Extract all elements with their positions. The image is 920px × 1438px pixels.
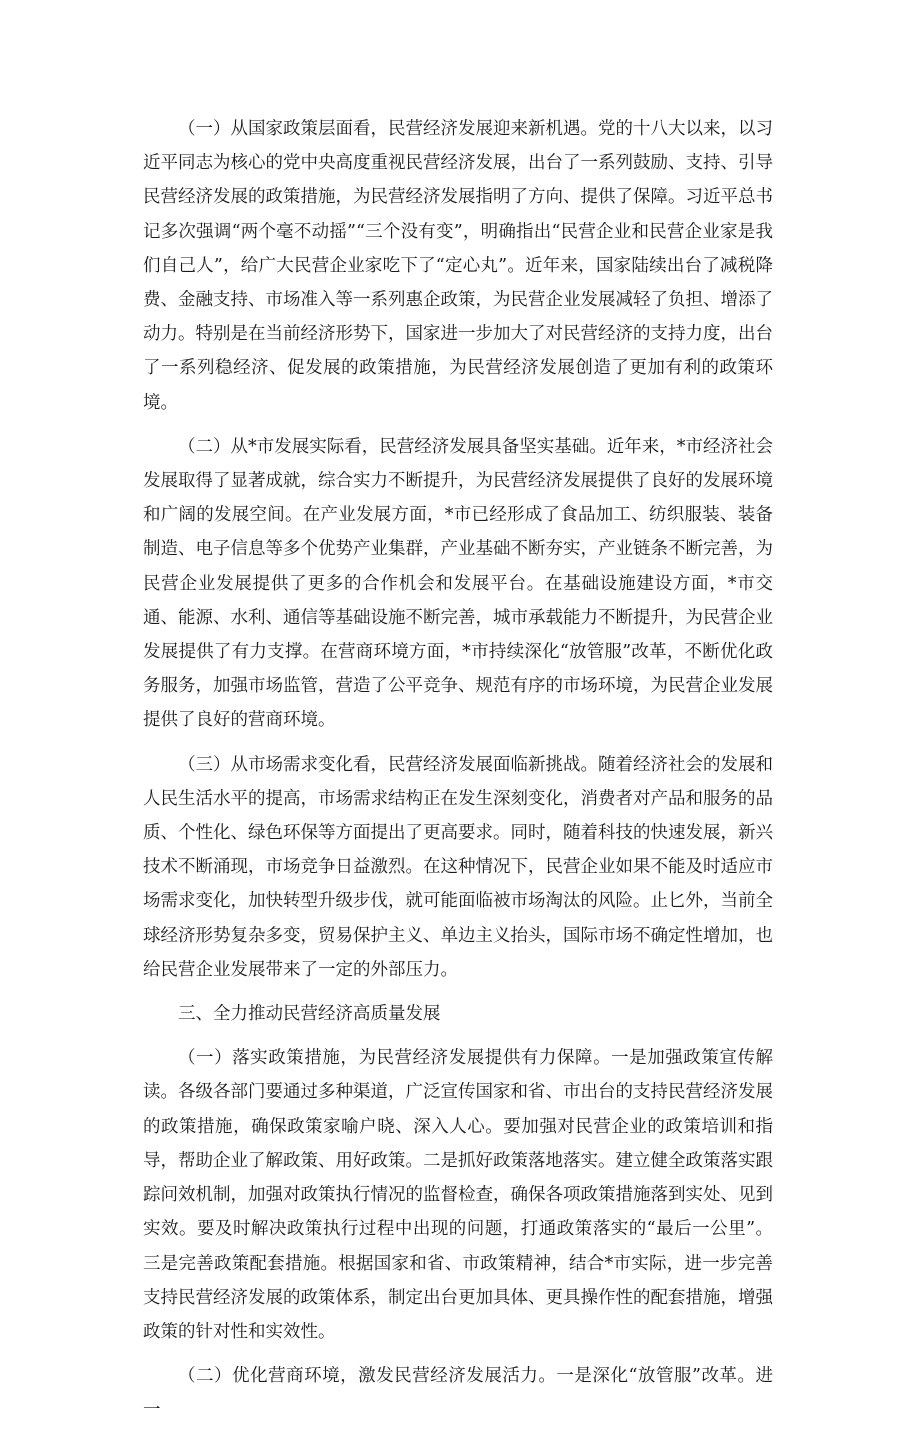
- paragraph-policy-measures: （一）落实政策措施，为民营经济发展提供有力保障。一是加强政策宣传解读。各级各部门要通过多种渠道，广泛宣传国家和省、市出台的支持民营经济发展的政策措施，确保政策家喻户晓、深入人心。要加强对民营企业的政策培训和指导，帮助企业了解政策、用好政策。二是抓好政策落地落实。建立健全政策落实跟踪问效机制，加强对政策执行情况的监督检查，确保各项政策措施落到实处、见到实效。要及时解决政策执行过程中出现的问题，打通政策落实的“最后一公里”。三是完善政策配套措施。根据国家和省、市政策精神，结合*市实际，进一步完善支持民营经济发展的政策体系，制定出台更加具体、更具操作性的配套措施，增强政策的针对性和实效性。: [143, 1048, 773, 1342]
- paragraph-national-policy: （一）从国家政策层面看，民营经济发展迎来新机遇。党的十八大以来，以习近平同志为核心的党中央高度重视民营经济发展，出台了一系列鼓励、支持、引导民营经济发展的政策措施，为民营经济发展指明了方向、提供了保障。习近平总书记多次强调“两个毫不动摇”“三个没有变”，明确指出“民营企业和民营企业家是我们自己人”，给广大民营企业家吃下了“定心丸”。近年来，国家陆续出台了减税降费、金融支持、市场准入等一系列惠企政策，为民营企业发展减轻了负担、增添了动力。特别是在当前经济形势下，国家进一步加大了对民营经济的支持力度，出台了一系列稳经济、促发展的政策措施，为民营经济发展创造了更加有利的政策环境。: [143, 119, 773, 413]
- section-heading: 三、全力推动民营经济高质量发展: [178, 1004, 441, 1025]
- paragraph-city-foundation: （二）从*市发展实际看，民营经济发展具备坚实基础。近年来，*市经济社会发展取得了显著成就，综合实力不断提升，为民营经济发展提供了良好的发展环境和广阔的发展空间。在产业发展方面，*市已经形成了食品加工、纺织服装、装备制造、电子信息等多个优势产业集群，产业基础不断夯实，产业链条不断完善，为民营企业发展提供了更多的合作机会和发展平台。在基础设施建设方面，*市交通、能源、水利、通信等基础设施不断完善，城市承载能力不断提升，为民营企业发展提供了有力支撑。在营商环境方面，*市持续深化“放管服”改革，不断优化政务服务，加强市场监管，营造了公平竞争、规范有序的市场环境，为民营企业发展提供了良好的营商环境。: [143, 436, 773, 731]
- paragraph-business-environment: （二）优化营商环境，激发民营经济发展活力。一是深化“放管服”改革。进一: [143, 1366, 773, 1421]
- document-body: [143, 112, 773, 1438]
- paragraph-market-demand: （三）从市场需求变化看，民营经济发展面临新挑战。随着经济社会的发展和人民生活水平的提高，市场需求结构正在发生深刻变化，消费者对产品和服务的品质、个性化、绿色环保等方面提出了更高要求。同时，随着科技的快速发展，新兴技术不断涌现，市场竞争日益激烈。在这种情况下，民营企业如果不能及时适应市场需求变化，加快转型升级步伐，就可能面临被市场淘汰的风险。止匕外，当前全球经济形势复杂多变，贸易保护主义、单边主义抬头，国际市场不确定性增加，也给民营企业发展带来了一定的外部压力。: [143, 754, 773, 980]
